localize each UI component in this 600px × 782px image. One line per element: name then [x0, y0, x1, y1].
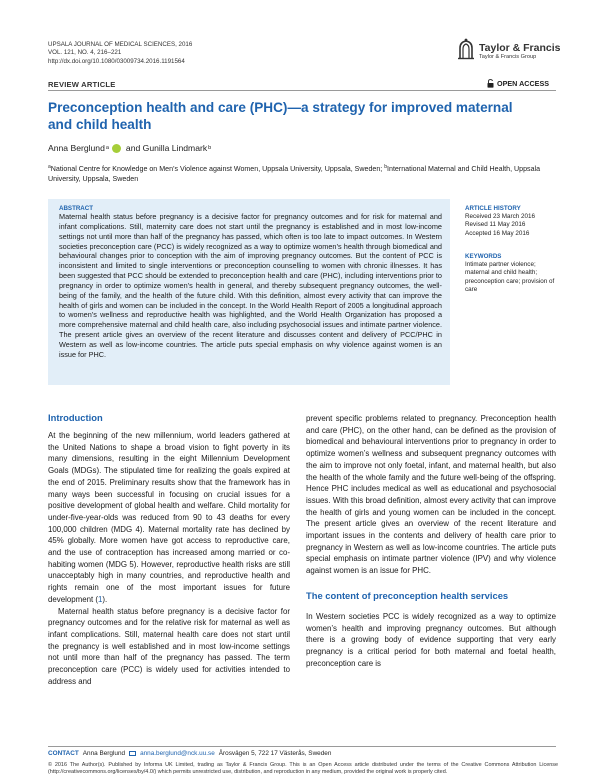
contact-address: Årosvägen 5, 722 17 Västerås, Sweden — [218, 750, 332, 757]
orcid-icon[interactable] — [112, 144, 121, 153]
author-affiliation-marker[interactable]: b — [208, 145, 212, 151]
reference-link[interactable]: 1 — [98, 594, 103, 604]
affiliations — [48, 162, 558, 184]
open-access-label: OPEN ACCESS — [497, 79, 550, 88]
open-access-badge — [487, 79, 549, 88]
article-type: REVIEW ARTICLE — [48, 80, 116, 89]
affiliation-marker: b — [384, 164, 388, 170]
body-column-left — [48, 412, 290, 687]
history-received: Received 23 March 2016 — [465, 213, 536, 221]
abstract-text: Maternal health status before pregnancy is a decisive factor for pregnancy outcomes and for risk for maternal and infant complications. Still, maternity care does not start until the pregnancy is established and in most low-income settings not until more than half of the pregnancy has passed, which often is too late to impact outcomes. In Western societies preconception care (PCC) is widely recognized as a way to optimize women’s health through biomedical and behavioural changes prior to conception with the aim of improving pregnancy outcomes. But the content of PCC is inconsistent and limited to single interventions or preconception counselling to women with chronic illnesses. It has been suggested that PCC should be extended to preconception health and care (PHC), including interventions prior to pregnancy in order to optimize women’s health in general, and thereby subsequent pregnancy outcomes, the well-being of the family, and the health of the future child. With this definition, almost every activity that can improve the health of girls and women can be included in the concept. In the World Health Report of 2005 a longitudinal approach to women’s wellness and reproductive health was highlighted, and the World Health Organization has proposed a more comprehensive maternal and child health care, also including psychosocial issues and intimate partner violence. The present article gives an overview of the recent literature and discusses content and delivery of PCC/PHC in Western as well as low-income countries. The article puts special emphasis on why violence against women is an issue for PHC. — [59, 212, 442, 359]
paragraph-text: ). — [102, 594, 108, 604]
open-lock-icon — [487, 79, 494, 88]
affiliation-text: International Maternal and Child Health, Uppsala University, Uppsala, Sweden — [48, 165, 541, 183]
header-divider — [48, 90, 556, 91]
contact-label: CONTACT — [48, 750, 79, 757]
paragraph-text: At the beginning of the new millennium, world leaders gathered at the United Nations to shape a broad vision to fight poverty in its many dimensions, resulting in the eight Millennium Development Goals (MDGs). The stipulated time for realizing the goals expired at the end of 2015. Preliminary results show that the framework has in many ways been successful in focusing on crucial issues for a positive development of global health and welfare. Child mortality for under-five-year-olds was reduced from 90 to 43 deaths for every 100,000 children (MDG 4). Maternal mortality rate has declined by 45% globally. More women have got access to reproductive care, and the use of contraception has increased among married or co-habiting women (MDG 5). However, reproductive health risks are still unacceptably high in many countries, and reproductive health and rights remain one of the most important issues for future development ( — [48, 431, 290, 604]
body-column-right — [306, 413, 556, 669]
keywords — [465, 253, 561, 294]
history-accepted: Accepted 16 May 2016 — [465, 229, 530, 237]
author-name[interactable]: Anna Berglund — [48, 143, 105, 153]
keywords-heading: KEYWORDS — [465, 253, 502, 260]
footer-divider — [48, 746, 556, 747]
section-heading-content: The content of preconception health services — [306, 589, 509, 601]
author-name: and Gunilla Lindmark — [125, 143, 208, 153]
body-paragraph: prevent specific problems related to pregnancy. Preconception health and care (PHC), on the other hand, can be defined as the provision of biomedical and behavioural interventions prior to pregnancy in order to optimize women’s wellness and subsequent pregnancy outcomes with the aim to improve not only foetal, infant, and maternal health, but also the health of the whole family and the future well-being of the offspring. Hence PHC includes medical as well as educational and psychosocial issues. With this broad definition, almost every activity that can improve the health of girls and young women can be included in the concept. The present article gives an overview of the recent literature and important issues in the contents and delivery of health care prior to pregnancy in Western as well as low-income countries. The article puts special emphasis on intimate partner violence (IPV) and why violence against women is an issue for PHC. — [306, 414, 556, 576]
section-heading-introduction: Introduction — [48, 412, 103, 423]
publisher-brand: Taylor & Francis — [479, 42, 561, 54]
journal-doi[interactable]: http://dx.doi.org/10.1080/03009734.2016.1191564 — [48, 57, 185, 65]
license-text: © 2016 The Author(s). Published by Informa UK Limited, trading as Taylor & Francis Group. This is an Open Access article distributed under the terms of the Creative Commons Attribution License (http://creativecommons.org/licenses/by/4.0/) which permits unrestricted use, distribution, and reproduction in any medium, provided the original work is properly cited. — [48, 762, 558, 776]
contact-line — [48, 750, 331, 757]
affiliation-text: National Centre for Knowledge on Men’s Violence against Women, Uppsala University, Uppsala, Sweden; — [50, 165, 385, 173]
journal-header — [48, 41, 192, 66]
publisher-sub: Taylor & Francis Group — [479, 54, 537, 60]
affiliation-marker: a — [48, 164, 51, 170]
taylor-francis-logo-icon — [456, 38, 476, 60]
email-icon — [129, 751, 136, 756]
history-heading: ARTICLE HISTORY — [465, 205, 521, 212]
body-paragraph: In Western societies PCC is widely recognized as a way to optimize women’s health and improving pregnancy outcomes. But although there is a growing body of evidence supporting that very early pregnancy is a critical period for both maternal and foetal health, preconception care is — [306, 611, 556, 668]
body-paragraph: Maternal health status before pregnancy is a decisive factor for pregnancy outcomes and for the relative risk for maternal as well as infant complications. Still, maternal health care does not start until the pregnancy is well established and in most low-income settings not until more than half of the pregnancy has passed. The term preconception care (PCC) is widely used for activities intended to address and — [48, 606, 290, 686]
body-paragraph — [48, 430, 290, 606]
contact-email[interactable]: anna.berglund@nck.uu.se — [140, 750, 215, 757]
history-revised: Revised 11 May 2016 — [465, 221, 526, 229]
keywords-text: Intimate partner violence; maternal and child health; preconception care; provision of care — [465, 261, 555, 293]
abstract-heading: ABSTRACT — [59, 205, 94, 212]
article-history — [465, 205, 535, 238]
contact-name: Anna Berglund — [82, 750, 126, 757]
journal-name: UPSALA JOURNAL OF MEDICAL SCIENCES, 2016 — [48, 41, 193, 48]
article-title: Preconception health and care (PHC)—a strategy for improved maternal and child health — [48, 100, 513, 132]
publisher-logo — [456, 38, 561, 64]
author-affiliation-marker[interactable]: a — [105, 145, 109, 151]
author-list — [48, 143, 211, 153]
journal-volume: VOL. 121, NO. 4, 216–221 — [48, 49, 122, 57]
